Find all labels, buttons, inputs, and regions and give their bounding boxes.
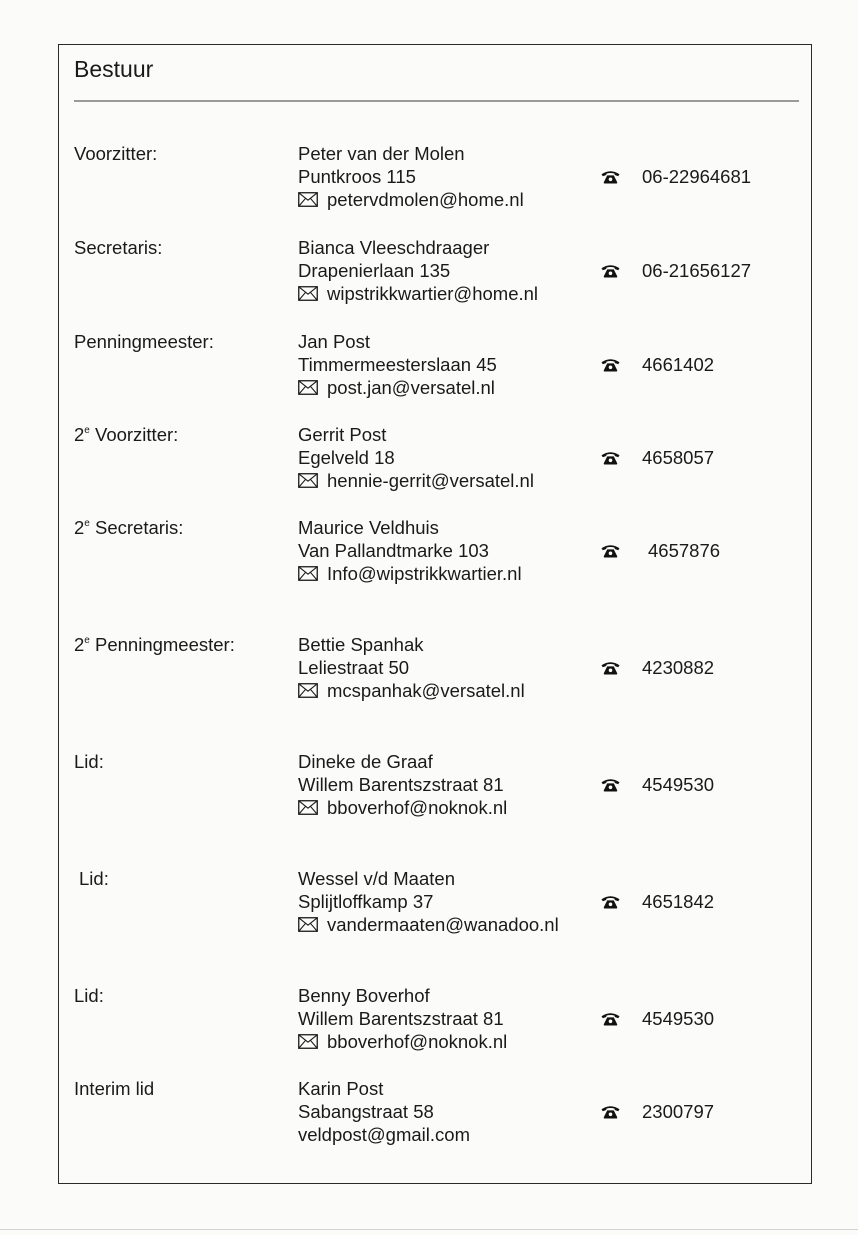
- telephone-icon: [601, 1105, 620, 1119]
- member-phone-number[interactable]: 4549530: [642, 774, 715, 795]
- envelope-icon: [298, 800, 318, 815]
- member-entry-2e-penningmeester: [0, 633, 858, 705]
- member-role: 2e Secretaris:: [74, 517, 184, 538]
- member-contact: [298, 330, 497, 399]
- member-phone-number[interactable]: 2300797: [642, 1101, 715, 1122]
- member-name: Jan Post: [298, 331, 370, 352]
- member-name: Dineke de Graaf: [298, 751, 433, 772]
- telephone-icon: [601, 358, 620, 372]
- member-name: Gerrit Post: [298, 424, 387, 445]
- envelope-icon: [298, 380, 318, 395]
- envelope-icon: [298, 473, 318, 488]
- member-phone-number[interactable]: 4651842: [642, 891, 715, 912]
- member-contact: [298, 633, 525, 702]
- member-role: Secretaris:: [74, 237, 163, 258]
- member-name: Maurice Veldhuis: [298, 517, 439, 538]
- member-role: Interim lid: [74, 1078, 155, 1099]
- telephone-icon: [601, 778, 620, 792]
- envelope-icon: [298, 917, 318, 932]
- member-email[interactable]: petervdmolen@home.nl: [327, 189, 524, 210]
- member-entry-2e-secretaris: [0, 516, 858, 588]
- member-contact: [298, 750, 507, 819]
- member-contact: [298, 516, 522, 585]
- member-role: Lid:: [74, 985, 104, 1006]
- telephone-icon: [601, 895, 620, 909]
- member-phone: [601, 446, 714, 469]
- member-phone-number[interactable]: 4661402: [642, 354, 715, 375]
- telephone-icon: [601, 661, 620, 675]
- member-email[interactable]: veldpost@gmail.com: [298, 1124, 470, 1145]
- member-entry-secretaris: [0, 236, 858, 308]
- member-address: Sabangstraat 58: [298, 1101, 434, 1122]
- member-name: Peter van der Molen: [298, 143, 465, 164]
- member-email-line: [298, 1123, 470, 1146]
- member-role: 2e Penningmeester:: [74, 634, 235, 655]
- envelope-icon: [298, 566, 318, 581]
- member-phone-number[interactable]: 06-22964681: [642, 166, 752, 187]
- member-address: Drapenierlaan 135: [298, 260, 451, 281]
- member-email-line: [298, 562, 522, 585]
- member-phone-number[interactable]: 4230882: [642, 657, 715, 678]
- member-role: 2e Voorzitter:: [74, 424, 179, 445]
- member-email[interactable]: hennie-gerrit@versatel.nl: [327, 470, 534, 491]
- page-title: Bestuur: [74, 56, 154, 82]
- telephone-icon: [601, 1012, 620, 1026]
- member-name: Karin Post: [298, 1078, 384, 1099]
- member-phone: [601, 259, 751, 282]
- member-email[interactable]: bboverhof@noknok.nl: [327, 797, 508, 818]
- member-email-line: [298, 913, 559, 936]
- member-phone: [601, 1100, 714, 1123]
- member-email-line: [298, 679, 525, 702]
- member-email[interactable]: Info@wipstrikkwartier.nl: [327, 563, 522, 584]
- member-address: Timmermeesterslaan 45: [298, 354, 497, 375]
- member-contact: [298, 423, 534, 492]
- telephone-icon: [601, 170, 620, 184]
- member-entry-lid-3: [0, 984, 858, 1056]
- member-email[interactable]: vandermaaten@wanadoo.nl: [327, 914, 559, 935]
- member-entry-lid-1: [0, 750, 858, 822]
- member-phone: [601, 890, 714, 913]
- envelope-icon: [298, 192, 318, 207]
- member-role: Voorzitter:: [74, 143, 158, 164]
- member-contact: [298, 236, 538, 305]
- member-address: Puntkroos 115: [298, 166, 416, 187]
- member-name: Wessel v/d Maaten: [298, 868, 455, 889]
- member-address: Van Pallandtmarke 103: [298, 540, 489, 561]
- member-entry-penningmeester: [0, 330, 858, 402]
- title-divider: [74, 100, 799, 102]
- envelope-icon: [298, 286, 318, 301]
- member-phone-number[interactable]: 4549530: [642, 1008, 715, 1029]
- member-phone: [601, 165, 751, 188]
- telephone-icon: [601, 264, 620, 278]
- member-email-line: [298, 282, 538, 305]
- member-address: Willem Barentszstraat 81: [298, 1008, 504, 1029]
- member-email-line: [298, 1030, 507, 1053]
- member-address: Egelveld 18: [298, 447, 395, 468]
- member-name: Bettie Spanhak: [298, 634, 424, 655]
- member-address: Splijtloffkamp 37: [298, 891, 434, 912]
- member-phone-number[interactable]: 4658057: [642, 447, 715, 468]
- member-address: Willem Barentszstraat 81: [298, 774, 504, 795]
- member-role: Lid:: [79, 868, 109, 889]
- member-phone: [601, 656, 714, 679]
- member-email-line: [298, 376, 497, 399]
- member-contact: [298, 1077, 470, 1146]
- member-role: Penningmeester:: [74, 331, 214, 352]
- member-role: Lid:: [74, 751, 104, 772]
- envelope-icon: [298, 683, 318, 698]
- member-contact: [298, 142, 524, 211]
- member-entry-lid-2: [0, 867, 858, 939]
- member-contact: [298, 984, 507, 1053]
- member-name: Benny Boverhof: [298, 985, 430, 1006]
- member-phone: [601, 1007, 714, 1030]
- member-phone: [601, 539, 720, 562]
- member-email[interactable]: mcspanhak@versatel.nl: [327, 680, 525, 701]
- member-phone: [601, 353, 714, 376]
- member-address: Leliestraat 50: [298, 657, 410, 678]
- member-phone: [601, 773, 714, 796]
- envelope-icon: [298, 1034, 318, 1049]
- member-entry-voorzitter: [0, 142, 858, 214]
- member-name: Bianca Vleeschdraager: [298, 237, 490, 258]
- member-email[interactable]: wipstrikkwartier@home.nl: [327, 283, 539, 304]
- member-entry-interim-lid: [0, 1077, 858, 1149]
- member-email[interactable]: post.jan@versatel.nl: [327, 377, 495, 398]
- member-email-line: [298, 188, 524, 211]
- telephone-icon: [601, 544, 620, 558]
- telephone-icon: [601, 451, 620, 465]
- member-phone-number[interactable]: 06-21656127: [642, 260, 752, 281]
- member-email-line: [298, 469, 534, 492]
- member-phone-number[interactable]: 4657876: [648, 540, 721, 561]
- scan-page-edge: [0, 1229, 858, 1230]
- member-email-line: [298, 796, 507, 819]
- member-contact: [298, 867, 559, 936]
- member-entry-2e-voorzitter: [0, 423, 858, 495]
- member-email[interactable]: bboverhof@noknok.nl: [327, 1031, 508, 1052]
